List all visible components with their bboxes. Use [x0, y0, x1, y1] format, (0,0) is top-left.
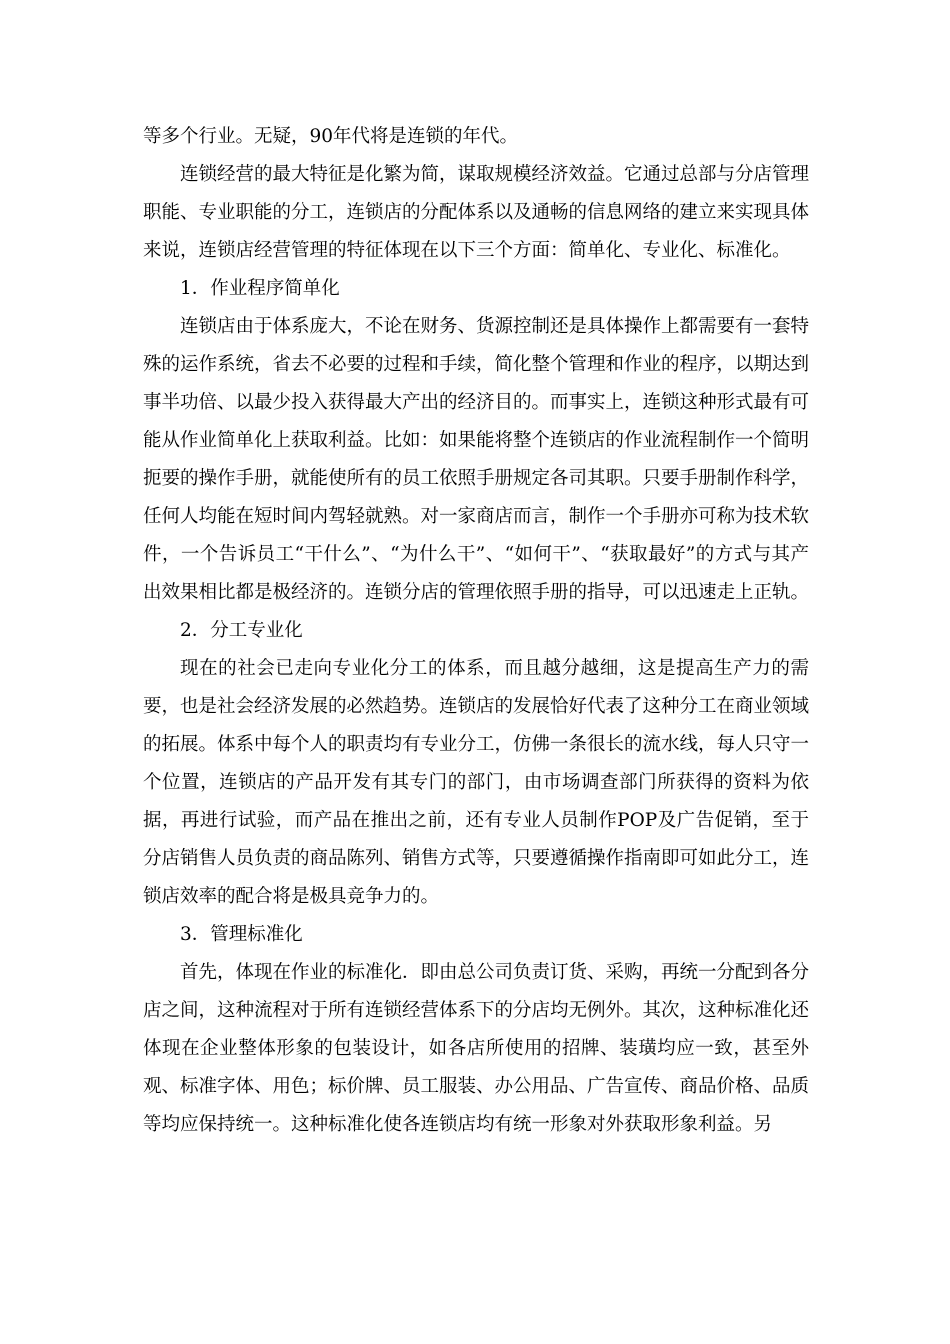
paragraph-simplification: 连锁店由于体系庞大，不论在财务、货源控制还是具体操作上都需要有一套特殊的运作系统，省去不必要的过程和手续，简化整个管理和作业的程序，以期达到事半功倍、以最少投入获得最大产出的经济目的。而事实上，连锁这种形式最有可能从作业简单化上获取利益。比如：如果能将整个连锁店的作业流程制作一个简明扼要的操作手册，就能使所有的员工依照手册规定各司其职。只要手册制作科学，任何人均能在短时间内驾轻就熟。对一家商店而言，制作一个手册亦可称为技术软件，一个告诉员工“干什么”、“为什么干”、“如何干”、“获取最好”的方式与其产出效果相比都是极经济的。连锁分店的管理依照手册的指导，可以迅速走上正轨。	[143, 316, 810, 603]
paragraph-standardization: 首先，体现在作业的标准化．即由总公司负责订货、采购，再统一分配到各分店之间，这种流程对于所有连锁经营体系下的分店均无例外。其次，这种标准化还体现在企业整体形象的包装设计，如各店所使用的招牌、装璜均应一致，甚至外观、标准字体、用色；标价牌、员工服装、办公用品、广告宣传、商品价格、品质等均应保持统一。这种标准化使各连锁店均有统一形象对外获取形象利益。另	[143, 962, 810, 1135]
section-heading-simplification: 1．作业程序简单化	[180, 278, 340, 299]
section-heading-specialization: 2．分工专业化	[180, 620, 303, 641]
document-body	[143, 118, 809, 1144]
section-heading-standardization: 3．管理标准化	[180, 924, 303, 945]
paragraph-continuation: 等多个行业。无疑，90年代将是连锁的年代。	[143, 126, 519, 147]
paragraph-chain-features: 连锁经营的最大特征是化繁为简，谋取规模经济效益。它通过总部与分店管理职能、专业职能的分工，连锁店的分配体系以及通畅的信息网络的建立来实现具体来说，连锁店经营管理的特征体现在以下三个方面：简单化、专业化、标准化。	[143, 164, 810, 261]
paragraph-specialization: 现在的社会已走向专业化分工的体系，而且越分越细，这是提高生产力的需要，也是社会经济发展的必然趋势。连锁店的发展恰好代表了这种分工在商业领域的拓展。体系中每个人的职责均有专业分工，仿佛一条很长的流水线，每人只守一个位置，连锁店的产品开发有其专门的部门，由市场调查部门所获得的资料为依据，再进行试验，而产品在推出之前，还有专业人员制作POP及广告促销，至于分店销售人员负责的商品陈列、销售方式等，只要遵循操作指南即可如此分工，连锁店效率的配合将是极具竞争力的。	[143, 658, 810, 907]
